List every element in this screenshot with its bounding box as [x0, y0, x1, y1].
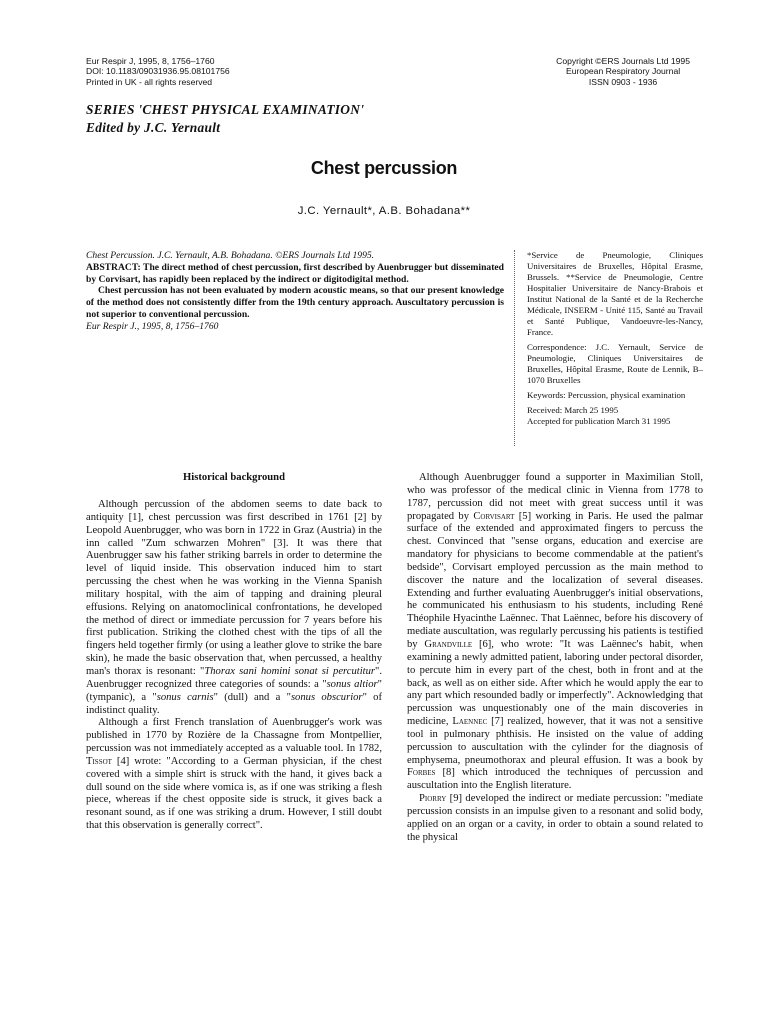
abstract-citation: Chest Percussion. J.C. Yernault, A.B. Bohadana. ©ERS Journals Ltd 1995.	[86, 250, 375, 261]
series-heading	[86, 101, 364, 137]
affiliation-correspondence: Correspondence: J.C. Yernault, Service de Pneumologie, Cliniques Universitaires de Bruxelles, Hôpital Erasme, Route de Lennik, B–1070 Bruxelles	[527, 342, 703, 385]
journal-header-right	[556, 56, 690, 87]
affiliation-accepted: Accepted for publication March 31 1995	[527, 416, 671, 426]
abstract-journal-ref: Eur Respir J., 1995, 8, 1756–1760	[86, 320, 219, 332]
body-column-left	[86, 472, 382, 833]
journal-name-line: European Respiratory Journal	[565, 66, 681, 77]
article-title: Chest percussion	[310, 158, 458, 178]
journal-header-left	[86, 56, 230, 87]
column-divider	[514, 250, 515, 446]
abstract-block	[86, 250, 504, 333]
issn-line: ISSN 0903 - 1936	[588, 76, 658, 87]
body-paragraph: Piorry [9] developed the indirect or mediate percussion: "mediate percussion consists in an impulse given to a resonant and solid body, applied on an organ or a cavity, in order to obtain a sound related to the physical	[407, 793, 703, 843]
abstract-paragraph-2: Chest percussion has not been evaluated by modern acoustic means, so that our present knowledge of the method does not consistently differ from the 19th century approach. Auscultatory percussion is not superior to conventional percussion.	[86, 285, 504, 320]
body-paragraph: Although percussion of the abdomen seems to date back to antiquity [1], chest percussion was first described in 1761 [2] by Leopold Auenbrugger, who was born in 1722 in Graz (Austria) in the inn called "Zum schwarzen Mohren" [3]. It was there that Auenbrugger saw his father striking barrels in order to determine the level of liquid inside. This observation induced him to start percussing the chest when he was working in the Vienna Spanish military hospital, with the aim of tapping and draining pleural effusions. Relying on anatomoclinical confrontations, he developed the method of direct or immediate percussion for 7 years before his first publication. Striking the clothed chest with the tips of all the fingers held together firmly (or using a leather glove to strike the bare skin), he made the basic observation that, when percussed, a healthy man's thorax is resonant: "Thorax sani homini sonat si percutitur". Auenbrugger recognized three categories of sounds: a "sonus altior" (tympanic), a "sonus carnis" (dull) and a "sonus obscurior" of indistinct quality.	[86, 499, 382, 716]
affiliation-received: Received: March 25 1995	[527, 405, 619, 415]
affiliation-block	[527, 250, 703, 431]
copyright-line: Copyright ©ERS Journals Ltd 1995	[556, 56, 690, 66]
affiliation-institutions: *Service de Pneumologie, Cliniques Universitaires de Bruxelles, Hôpital Erasme, Brussels. **Service de Pneumologie, Centre Hospitalier Universitaire de Nancy-Brabois et Institut National de la Santé et de la Recherche Médicale, INSERM - Unité 115, Santé au Travail et Santé Publique, Vandoeuvre-les-Nancy, France.	[527, 250, 703, 337]
series-title: SERIES 'CHEST PHYSICAL EXAMINATION'	[86, 102, 365, 117]
printed-line: Printed in UK - all rights reserved	[86, 76, 213, 87]
doi-line: DOI: 10.1183/09031936.95.08101756	[86, 66, 230, 77]
citation-line: Eur Respir J, 1995, 8, 1756–1760	[86, 56, 215, 66]
series-editor: Edited by J.C. Yernault	[86, 120, 221, 135]
section-heading: Historical background	[183, 472, 285, 483]
affiliation-keywords: Keywords: Percussion, physical examination	[527, 390, 686, 400]
abstract-paragraph-1: ABSTRACT: The direct method of chest percussion, first described by Auenbrugger but disseminated by Corvisart, has rapidly been replaced by the indirect or digitodigital method.	[86, 261, 504, 285]
body-paragraph: Although Auenbrugger found a supporter in Maximilian Stoll, who was professor of the medical clinic in Vienna from 1778 to 1787, percussion did not meet with great success until it was propagated by Corvisart [5] working in Paris. He used the palmar surface of the extended and approximated fingers to percuss the chest. Convinced that "sense organs, education and exercise are mandatory for physicians to become commendable at the patient's bedside", Corvisart employed percussion as the main method to discover the nature and the localization of several diseases. Extending and further evaluating Auenbrugger's initial observations, he communicated his enthusiasm to his students, including René Théophile Hyacinthe Laënnec. That Laënnec, before his discovery of mediate auscultation, was regularly percussing his patients is testified by Grandville [6], who wrote: "It was Laënnec's habit, when examining a newly admitted patient, laboring under pectoral disorder, to percute him in every part of the chest, both in front and at the back, as well as on either side. After which he would apply the ear to any part which resounded badly or imperfectly". Acknowledging that percussion was unquestionably one of the main discoveries in medicine, Laennec [7] realized, however, that it was not a sensitive tool in pulmonary phthisis. He insisted on the value of adding percussion to auscultation with the cylinder for the diagnosis of emphysema, pneumothorax and pleural effusion. It was a book by Forbes [8] which introduced the techniques of percussion and auscultation into the English literature.	[407, 472, 704, 792]
body-paragraph: Although a first French translation of Auenbrugger's work was published in 1770 by Rozière de la Chassagne from Montpellier, percussion was not immediately accepted as a valuable tool. In 1782, Tissot [4] wrote: "According to a German physician, if the chest covered with a simple shirt is struck with the hand, it gives back a dull sound on the side where vomica is, as if one was striking a flesh piece, whereas if the chest opposite side is struck, it gives back a resonant sound, as if one was striking a drum. However, I still doubt that this observation is generally correct".	[86, 717, 382, 832]
body-column-right	[407, 472, 703, 844]
article-authors: J.C. Yernault*, A.B. Bohadana**	[297, 205, 471, 217]
